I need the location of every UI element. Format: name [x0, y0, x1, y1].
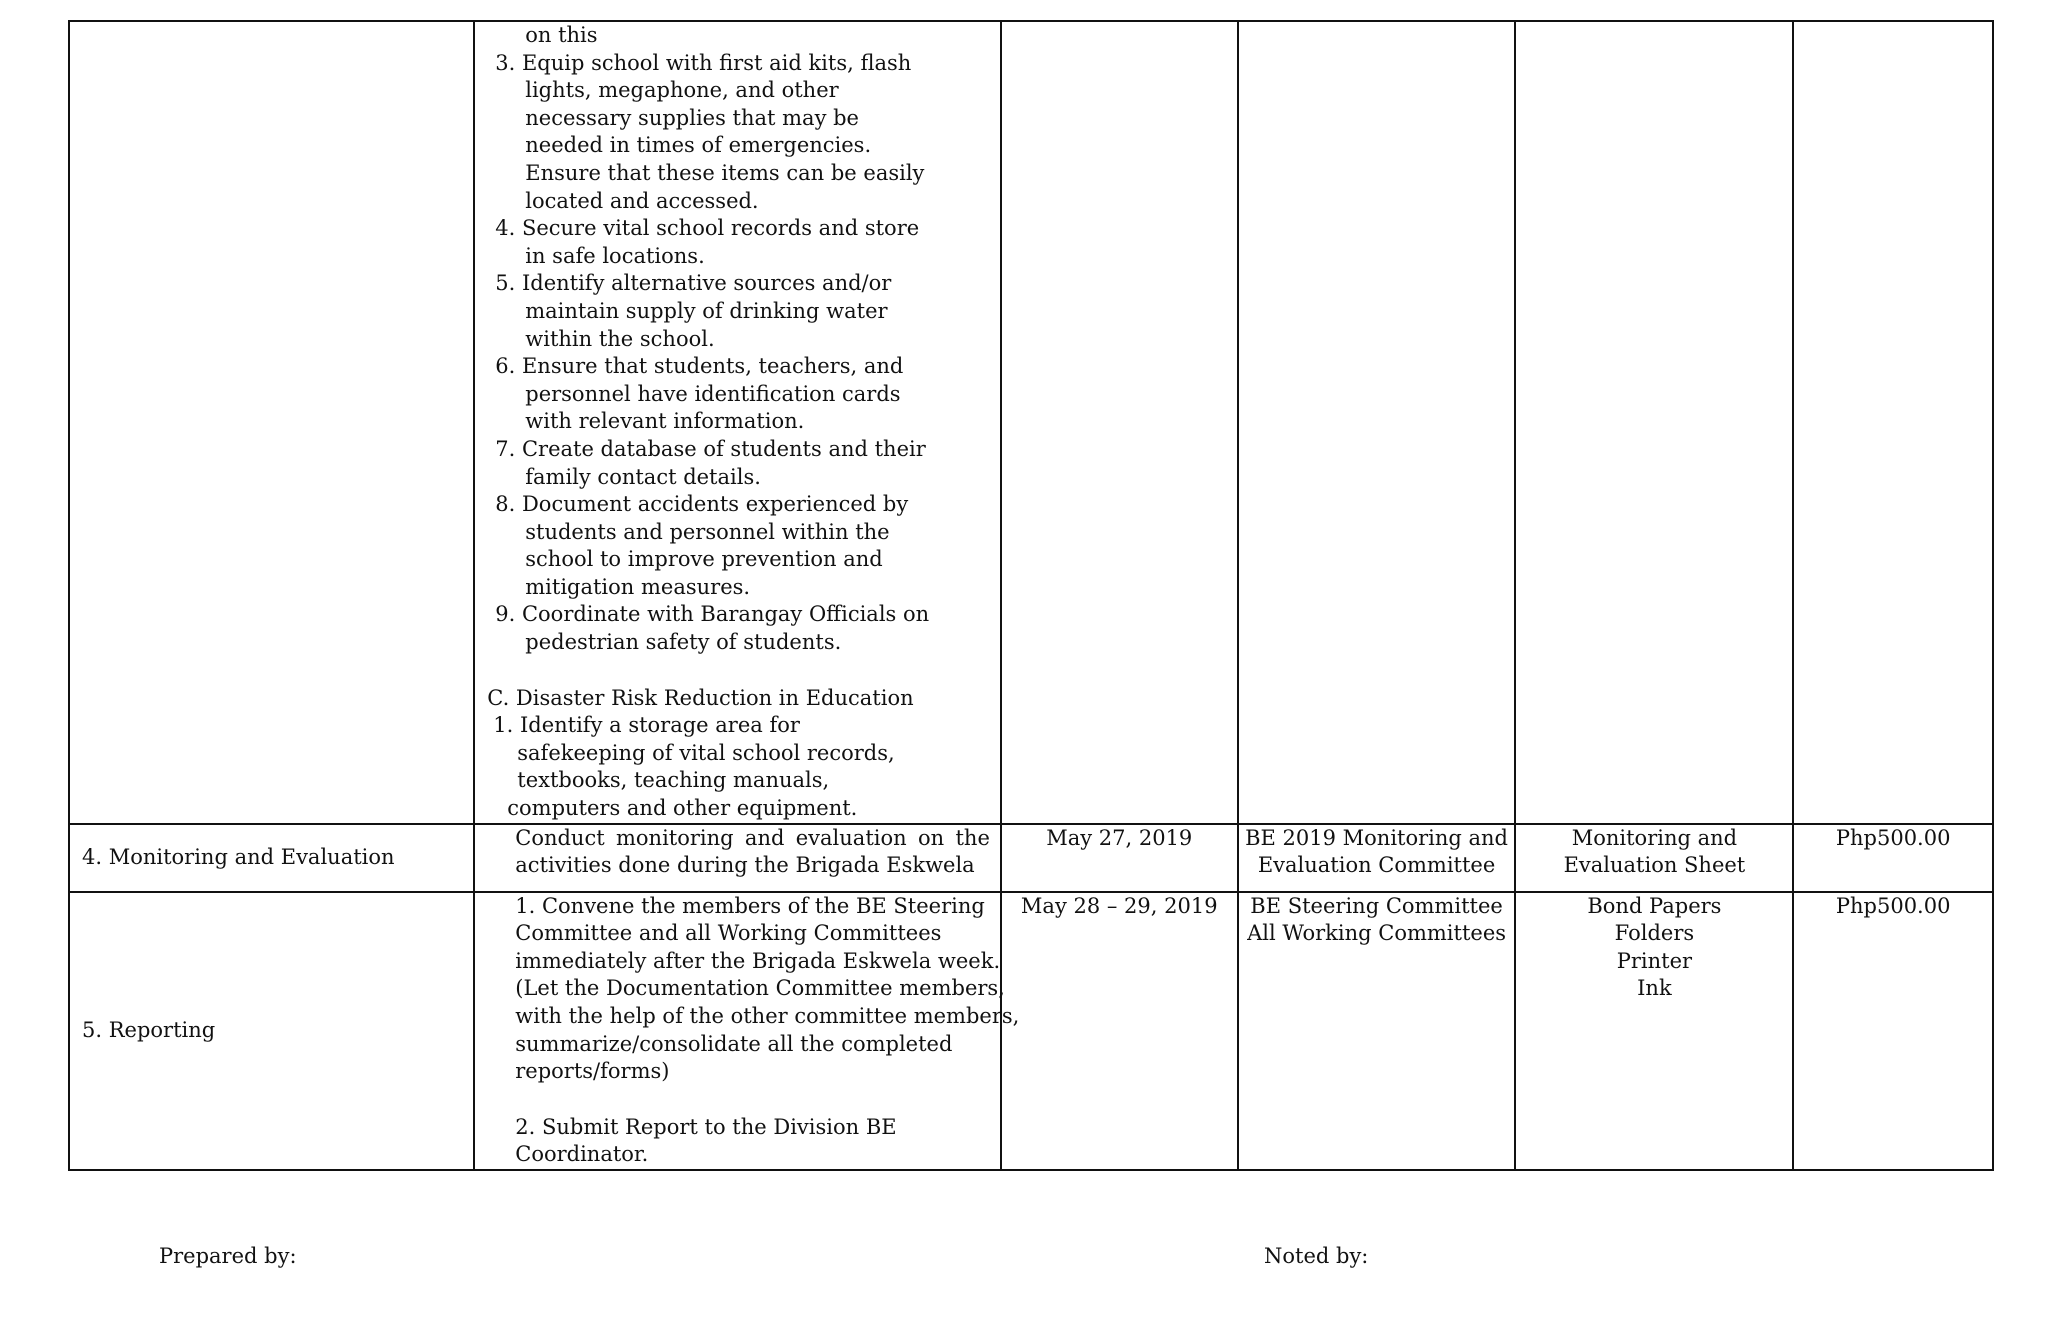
task-line: located and accessed.: [525, 188, 759, 213]
resources-line: Folders: [1614, 921, 1695, 946]
date-value: May 28 – 29, 2019: [1020, 893, 1218, 918]
activity-plan-table: [68, 20, 1994, 1171]
activity-cell: [69, 824, 474, 892]
task-word: the: [955, 825, 990, 850]
task-item-2: 2. Submit Report to the Division BE: [515, 1114, 897, 1139]
task-line: family contact details.: [525, 464, 761, 489]
task-line: students and personnel within the: [525, 519, 890, 544]
task-line-justified: [515, 825, 990, 853]
table-row-reporting: [69, 892, 1993, 1170]
budget-cell: [1793, 824, 1993, 892]
task-line: summarize/consolidate all the completed: [515, 1031, 953, 1056]
spacer: [515, 1086, 990, 1114]
task-line: with relevant information.: [525, 409, 805, 434]
task-line: activities done during the Brigada Eskwela: [515, 853, 975, 878]
activity-cell-empty: [69, 21, 474, 824]
task-line: on this: [525, 23, 598, 47]
task-line: school to improve prevention and: [525, 547, 883, 572]
resources-cell: [1515, 892, 1793, 1170]
task-word: on: [917, 825, 945, 850]
persons-line: BE 2019 Monitoring and: [1245, 825, 1509, 850]
task-line: reports/forms): [515, 1059, 670, 1084]
task-line: in safe locations.: [525, 243, 705, 268]
task-word: and: [744, 825, 785, 850]
task-item-9: 9. Coordinate with Barangay Officials on: [495, 602, 930, 627]
persons-cell: [1238, 892, 1516, 1170]
budget-value: Php500.00: [1835, 825, 1951, 850]
activity-cell: [69, 892, 474, 1170]
persons-line: Evaluation Committee: [1257, 853, 1496, 878]
budget-value: Php500.00: [1835, 893, 1951, 918]
task-line: (Let the Documentation Committee members,: [515, 976, 1005, 1001]
task-line: personnel have identification cards: [525, 381, 901, 406]
tasks-cell: [474, 824, 1001, 892]
task-word: Conduct: [515, 825, 605, 850]
task-line: immediately after the Brigada Eskwela week.: [515, 948, 1001, 973]
tasks-cell-continued: [474, 21, 1001, 824]
resources-cell-empty: [1515, 21, 1793, 824]
task-word: evaluation: [795, 825, 907, 850]
persons-cell-empty: [1238, 21, 1516, 824]
activity-label: 4. Monitoring and Evaluation: [82, 844, 395, 869]
task-line: lights, megaphone, and other: [525, 78, 839, 103]
tasks-cell: [474, 892, 1020, 1170]
resources-line: Evaluation Sheet: [1563, 853, 1746, 878]
task-line: computers and other equipment.: [507, 796, 858, 821]
persons-line: All Working Committees: [1247, 921, 1507, 946]
budget-cell-empty: [1793, 21, 1993, 824]
resources-cell: [1515, 824, 1793, 892]
date-cell: [1001, 824, 1238, 892]
task-item-5: 5. Identify alternative sources and/or: [495, 271, 892, 296]
task-word: monitoring: [615, 825, 734, 850]
persons-line: BE Steering Committee: [1250, 893, 1503, 918]
task-line: Committee and all Working Committees: [515, 921, 942, 946]
persons-cell: [1238, 824, 1516, 892]
task-line: with the help of the other committee members,: [515, 1004, 1020, 1028]
task-line: needed in times of emergencies.: [525, 133, 872, 158]
task-item-3: 3. Equip school with first aid kits, flash: [495, 50, 912, 75]
resources-line: Printer: [1616, 948, 1693, 973]
task-line: within the school.: [525, 326, 715, 351]
table-row-continued: [69, 21, 1993, 824]
section-heading-c: C. Disaster Risk Reduction in Education: [487, 685, 914, 710]
resources-line: Bond Papers: [1587, 893, 1722, 918]
budget-cell: [1793, 892, 1993, 1170]
task-line: textbooks, teaching manuals,: [517, 768, 830, 793]
task-item-6: 6. Ensure that students, teachers, and: [495, 354, 904, 379]
task-line: Ensure that these items can be easily: [525, 160, 925, 185]
task-item-4: 4. Secure vital school records and store: [495, 216, 920, 241]
spacer: [485, 657, 1000, 685]
task-item-1: 1. Convene the members of the BE Steering: [515, 893, 985, 918]
table-row-monitoring: [69, 824, 1993, 892]
task-line: safekeeping of vital school records,: [517, 740, 895, 765]
task-line: pedestrian safety of students.: [525, 630, 842, 655]
task-item-7: 7. Create database of students and their: [495, 436, 926, 461]
date-cell: [1001, 892, 1238, 1170]
task-line: mitigation measures.: [525, 574, 751, 599]
activity-label: 5. Reporting: [82, 1018, 216, 1042]
task-item-8: 8. Document accidents experienced by: [495, 492, 909, 517]
resources-line: Monitoring and: [1571, 825, 1738, 850]
noted-by-label: Noted by:: [1264, 1244, 1369, 1268]
task-line: Coordinator.: [515, 1142, 649, 1167]
task-line: necessary supplies that may be: [525, 105, 859, 130]
task-item-c1: 1. Identify a storage area for: [493, 713, 800, 738]
date-cell-empty: [1001, 21, 1238, 824]
prepared-by-label: Prepared by:: [159, 1244, 297, 1268]
date-value: May 27, 2019: [1046, 825, 1193, 850]
resources-line: Ink: [1637, 976, 1672, 1001]
task-line: maintain supply of drinking water: [525, 298, 888, 323]
